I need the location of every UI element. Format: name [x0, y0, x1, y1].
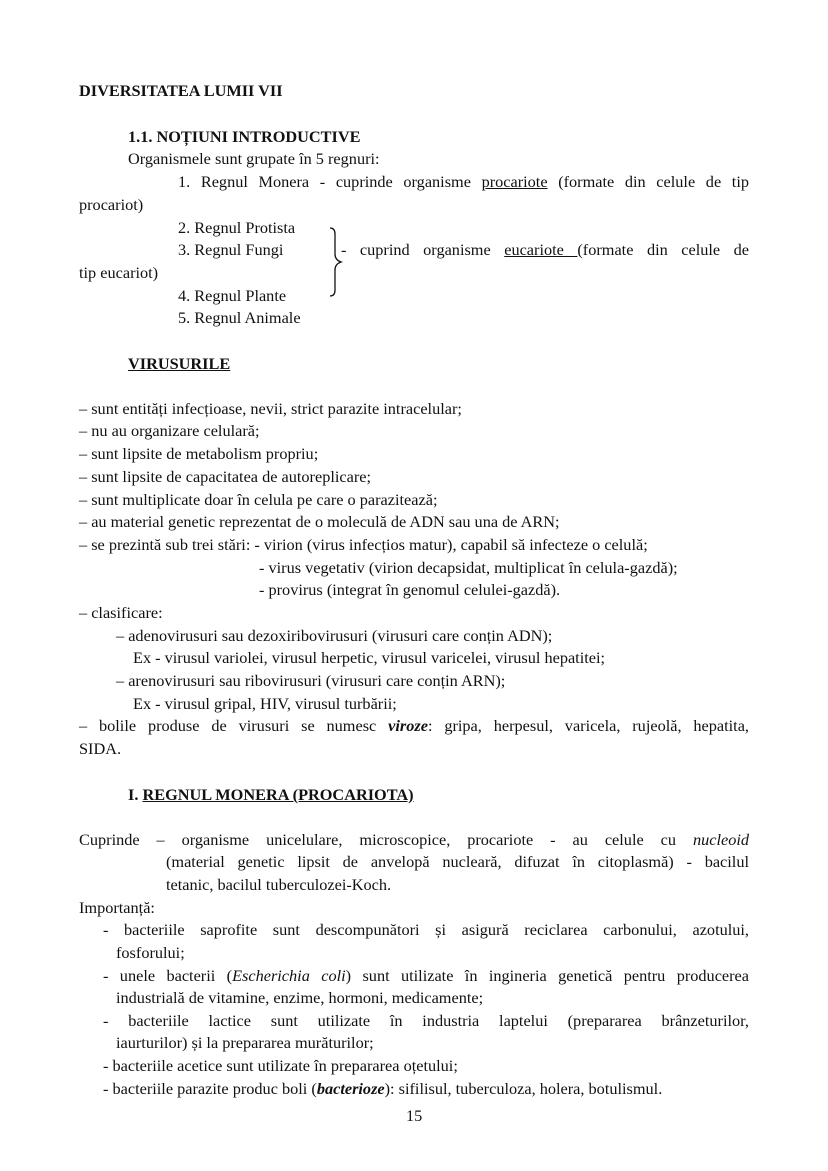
- virus-state: - virus vegetativ (virion decapsidat, multiplicat în celula-gazdă);: [259, 558, 678, 577]
- virus-example: Ex - virusul gripal, HIV, virusul turbării;: [133, 694, 397, 713]
- importance-label: Importanță:: [79, 898, 155, 917]
- eukaryote-note: - cuprind organisme eucariote (formate din celule de: [341, 240, 749, 259]
- monera-description: Cuprinde – organisme unicelulare, microscopice, procariote - au celule cu nucleoid: [79, 830, 749, 849]
- virus-class: – arenovirusuri sau ribovirusuri (virusuri care conțin ARN);: [116, 671, 506, 690]
- virus-item: – sunt lipsite de metabolism propriu;: [79, 444, 319, 463]
- importance-item-cont: iaurturilor) și la prepararea murăturilor;: [116, 1033, 374, 1052]
- monera-heading: I. REGNUL MONERA (PROCARIOTA): [128, 785, 414, 804]
- monera-description-cont: tetanic, bacilul tuberculozei-Koch.: [166, 875, 392, 894]
- importance-item-cont: fosforului;: [116, 943, 185, 962]
- virus-state: - provirus (integrat în genomul celulei-gazdă).: [259, 580, 561, 599]
- page-number: 15: [406, 1106, 423, 1125]
- importance-item: - bacteriile saprofite sunt descompunători și asigură reciclarea carbonului, azotului,: [103, 920, 749, 939]
- monera-description-cont: (material genetic lipsit de anvelopă nucleară, difuzat în citoplasmă) - bacilul: [166, 852, 749, 871]
- kingdom-plante: 4. Regnul Plante: [178, 286, 287, 305]
- virus-item: – bolile produse de virusuri se numesc viroze: gripa, herpesul, varicela, rujeolă, hepatita,: [79, 716, 749, 735]
- importance-item-cont: industrială de vitamine, enzime, hormoni, medicamente;: [116, 988, 484, 1007]
- kingdom-protista: 2. Regnul Protista: [178, 218, 296, 237]
- importance-item: - unele bacterii (Escherichia coli) sunt utilizate în ingineria genetică pentru producerea: [103, 966, 750, 985]
- document-title: DIVERSITATEA LUMII VII: [79, 81, 283, 100]
- virus-item: – sunt entități infecțioase, nevii, strict parazite intracelular;: [79, 399, 462, 418]
- virus-item: – sunt lipsite de capacitatea de autoreplicare;: [79, 467, 372, 486]
- eukaryote-note-cont: tip eucariot): [79, 263, 159, 282]
- kingdom-animale: 5. Regnul Animale: [178, 308, 301, 327]
- intro-text: Organismele sunt grupate în 5 regnuri:: [128, 149, 380, 168]
- virus-item-cont: SIDA.: [79, 739, 122, 758]
- curly-brace-icon: [326, 226, 346, 298]
- kingdom-monera-cont: procariot): [79, 195, 144, 214]
- kingdom-fungi: 3. Regnul Fungi: [178, 240, 284, 259]
- kingdom-monera-line: 1. Regnul Monera - cuprinde organisme procariote (formate din celule de tip: [178, 172, 749, 191]
- virus-example: Ex - virusul variolei, virusul herpetic, virusul varicelei, virusul hepatitei;: [133, 648, 606, 667]
- section-heading-intro: 1.1. NOȚIUNI INTRODUCTIVE: [128, 127, 361, 146]
- virus-item: – se prezintă sub trei stări: - virion (virus infecțios matur), capabil să infecteze o celulă;: [79, 535, 648, 554]
- virus-item: – sunt multiplicate doar în celula pe care o parazitează;: [79, 490, 438, 509]
- virus-class: – adenovirusuri sau dezoxiribovirusuri (virusuri care conțin ADN);: [116, 626, 553, 645]
- importance-item: - bacteriile parazite produc boli (bacterioze): sifilisul, tuberculoza, holera, botulismul.: [103, 1079, 663, 1098]
- virus-item: – clasificare:: [79, 603, 163, 622]
- importance-item: - bacteriile lactice sunt utilizate în industria laptelui (prepararea brânzeturilor,: [103, 1011, 749, 1030]
- importance-item: - bacteriile acetice sunt utilizate în prepararea oțetului;: [103, 1056, 458, 1075]
- virus-item: – nu au organizare celulară;: [79, 421, 260, 440]
- viruses-heading: VIRUSURILE: [128, 354, 231, 373]
- virus-item: – au material genetic reprezentat de o moleculă de ADN sau una de ARN;: [79, 512, 560, 531]
